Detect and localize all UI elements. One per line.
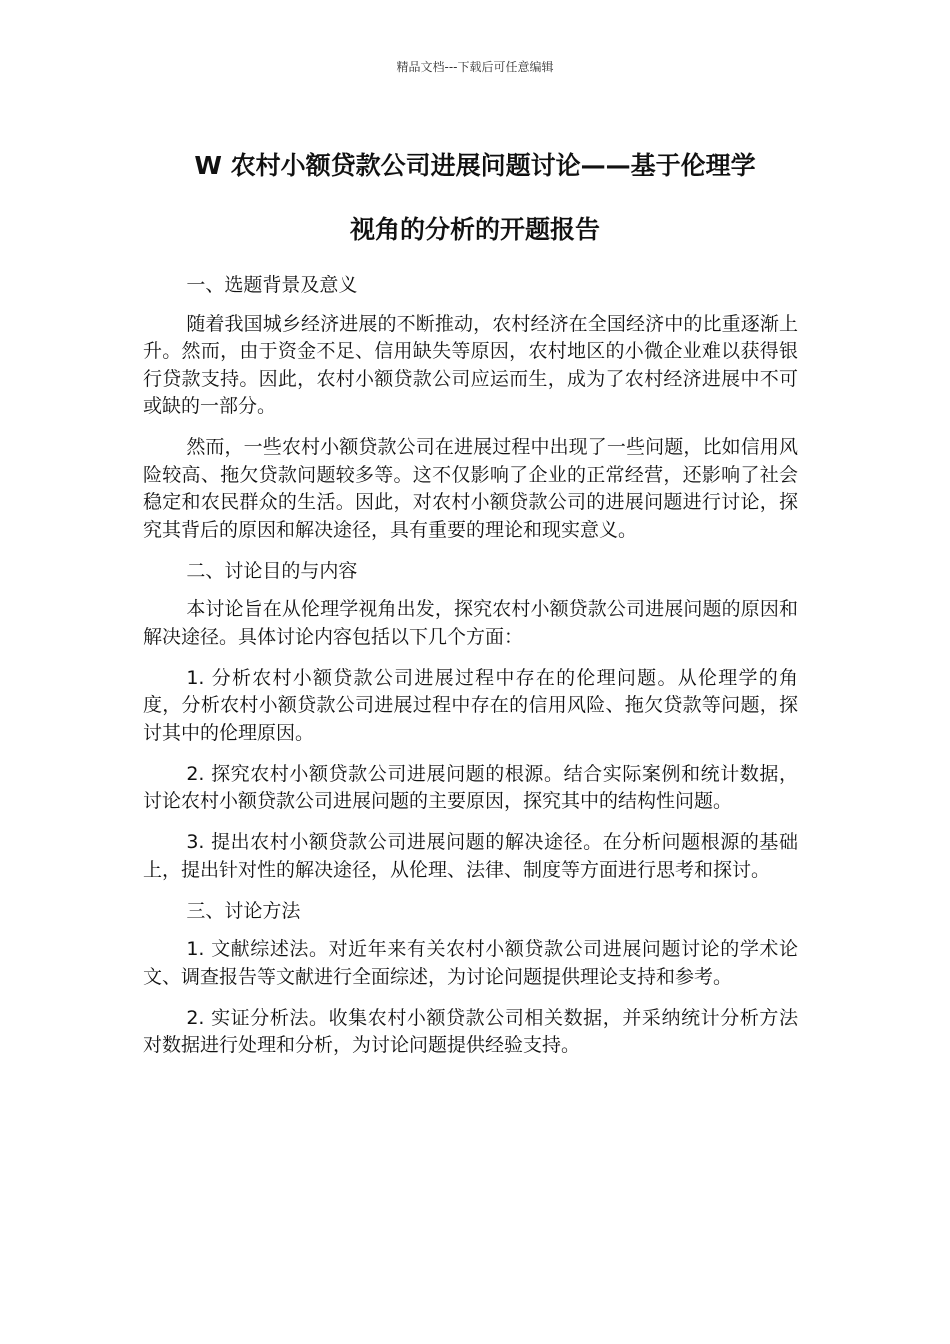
list-item-method-1: 1. 文献综述法。对近年来有关农村小额贷款公司进展问题讨论的学术论文、调查报告等文献进行全面综述，为讨论问题提供理论支持和参考。 <box>143 938 798 988</box>
paragraph-purpose-intro: 本讨论旨在从伦理学视角出发，探究农村小额贷款公司进展问题的原因和解决途径。具体讨论内容包括以下几个方面： <box>143 598 798 648</box>
title-line-2: 视角的分析的开题报告 <box>349 215 600 244</box>
paragraph-background-2: 然而，一些农村小额贷款公司在进展过程中出现了一些问题，比如信用风险较高、拖欠贷款问题较多等。这不仅影响了企业的正常经营，还影响了社会稳定和农民群众的生活。因此，对农村小额贷款公司的进展问题进行讨论，探究其背后的原因和解决途径，具有重要的理论和现实意义。 <box>143 436 798 541</box>
list-item-purpose-2: 2. 探究农村小额贷款公司进展问题的根源。结合实际案例和统计数据，讨论农村小额贷款公司进展问题的主要原因，探究其中的结构性问题。 <box>143 762 798 812</box>
paragraph-background-1: 随着我国城乡经济进展的不断推动，农村经济在全国经济中的比重逐渐上升。然而，由于资金不足、信用缺失等原因，农村地区的小微企业难以获得银行贷款支持。因此，农村小额贷款公司应运而生，成为了农村经济进展中不可或缺的一部分。 <box>143 312 798 417</box>
section-heading-background: 一、选题背景及意义 <box>186 274 358 296</box>
list-item-purpose-3: 3. 提出农村小额贷款公司进展问题的解决途径。在分析问题根源的基础上，提出针对性的解决途径，从伦理、法律、制度等方面进行思考和探讨。 <box>143 831 798 881</box>
list-item-purpose-1: 1. 分析农村小额贷款公司进展过程中存在的伦理问题。从伦理学的角度，分析农村小额贷款公司进展过程中存在的信用风险、拖欠贷款等问题，探讨其中的伦理原因。 <box>143 666 798 744</box>
title-line-1: W 农村小额贷款公司进展问题讨论——基于伦理学 <box>194 151 756 180</box>
section-heading-methods: 三、讨论方法 <box>186 899 301 922</box>
section-heading-purpose: 二、讨论目的与内容 <box>186 559 358 582</box>
document-title <box>120 134 830 262</box>
document-body <box>143 272 798 1073</box>
header-note: 精品文档---下载后可任意编辑 <box>396 60 554 74</box>
list-item-method-2: 2. 实证分析法。收集农村小额贷款公司相关数据，并采纳统计分析方法对数据进行处理和分析，为讨论问题提供经验支持。 <box>143 1006 798 1056</box>
